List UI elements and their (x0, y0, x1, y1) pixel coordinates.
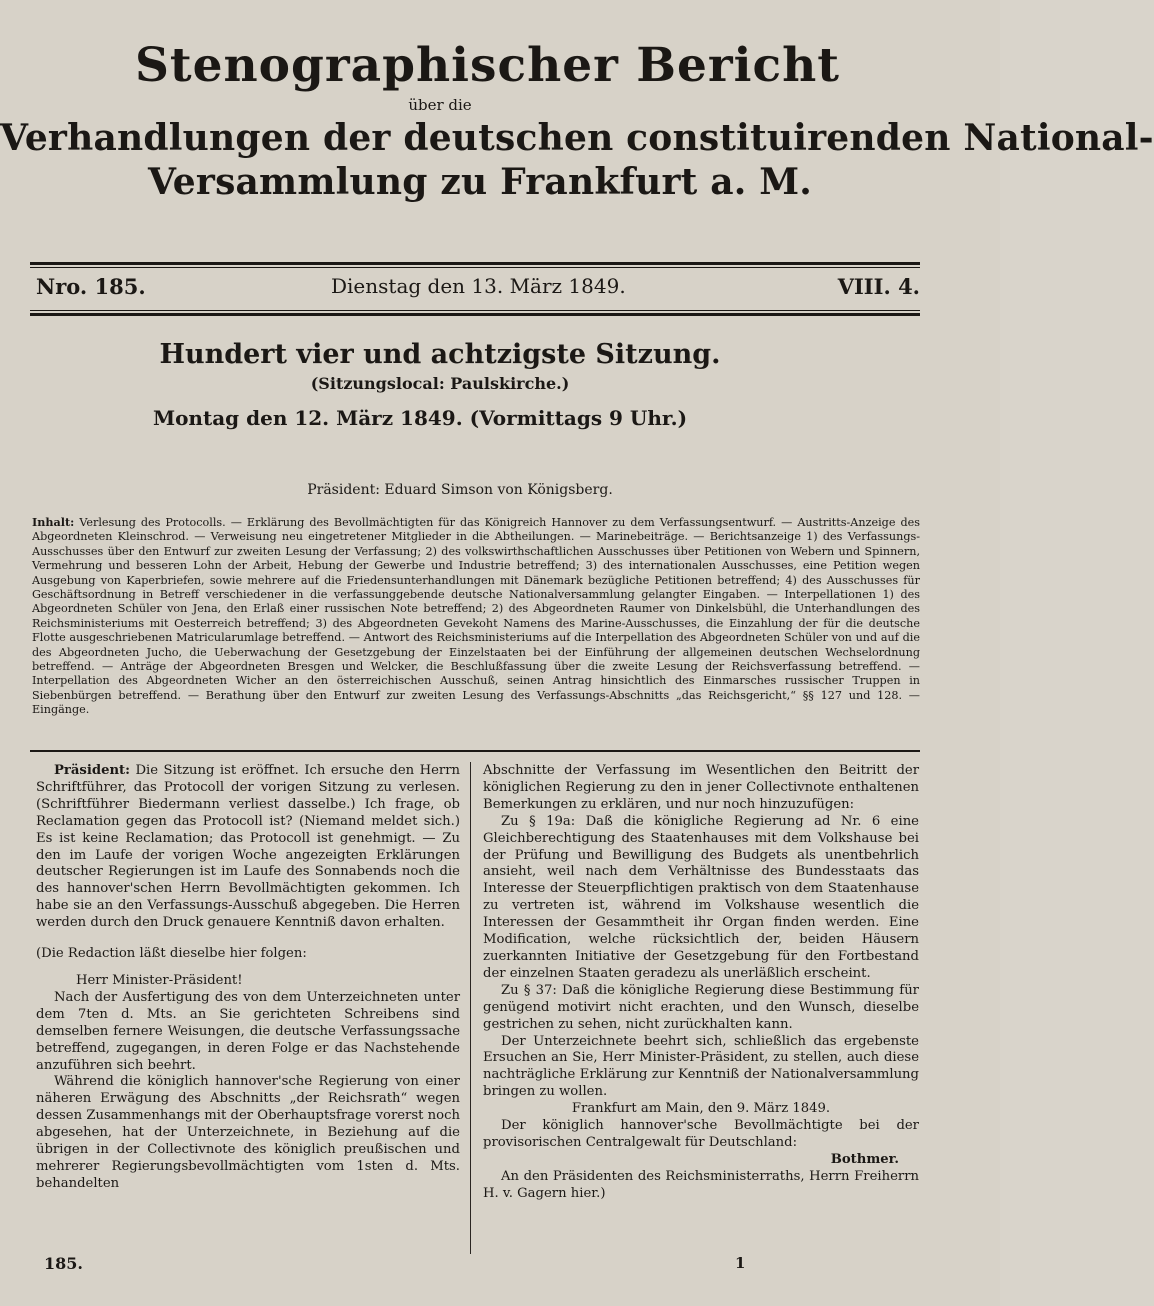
president-line: Präsident: Eduard Simson von Königsberg. (307, 482, 613, 498)
left-p1-text: Die Sitzung ist eröffnet. Ich ersuche den Herrn Schriftführer, das Protocoll der vorigen Sitzung zu verlesen. (Schriftführer Biedermann verliest dasselbe.) Ich frage, ob Reclamation gegen das Protocoll ist? (Niemand meldet sich.) Es ist keine Reclamation; das Protocoll ist genehmigt. — Zu den im Laufe der vorigen Woche angezeigten Erklärungen deutscher Regierungen ist im Laufe des Sonnabends noch die des hannover'schen Herrn Bevollmächtigten gekommen. Ich habe sie an den Verfassungs-Ausschuß abgegeben. Die Herren werden durch den Druck genauere Kenntniß davon erhalten. (36, 763, 460, 931)
left-paragraph-5: Während die königlich hannover'sche Regierung von einer näheren Erwägung des Abschnitts „der Reichsrath“ wegen dessen Zusammenhangs mit der Oberhauptsfrage vorerst noch abgesehen, hat der Unterzeichnete, in Beziehung auf die übrigen in der Collectivnote des königlich preußischen und mehrerer Regierungsbevollmächtigten vom 1sten d. Mts. behandelten (36, 1074, 460, 1191)
left-paragraph-3: Herr Minister-Präsident! (76, 972, 243, 988)
left-paragraph-4: Nach der Ausfertigung des von dem Unterzeichneten unter dem 7ten d. Mts. an Sie gerichteten Schreibens sind demselben fernere Weisungen, die deutsche Verfassungssache betreffend, zugegangen, in deren Folge er das Nachstehende anzuführen sich beehrt. (36, 989, 460, 1073)
contents-text: Verlesung des Protocolls. — Erklärung des Bevollmächtigten für das Königreich Hannover zu dem Verfassungsentwurf. — Austritts-Anzeige des Abgeordneten Kleinschrod. — Verweisung neu eingetretener Mitglieder in die Abtheilungen. — Marinebeiträge. — Berichtsanzeige 1) des Verfassungs-Ausschusses über den Entwurf zur zweiten Lesung der Verfassung; 2) des volkswirthschaftlichen Ausschusses über Petitionen von Webern und Spinnern, Vermehrung und besseren Lohn der Arbeit, Hebung der Gewerbe und Industrie betreffend; 3) des internationalen Ausschusses, eine Petition wegen Ausgebung von Kaperbriefen, sowie mehrere auf die Friedensunterhandlungen mit Dänemark bezügliche Petitionen betreffend; 4) des Ausschusses für Geschäftsordnung in Betreff verschiedener in die verfassunggebende deutsche Nationalversammlung gelangter Eingaben. — Interpellationen 1) des Abgeordneten Schüler von Jena, den Erlaß einer russischen Note betreffend; 2) des Abgeordneten Raumer von Dinkelsbühl, die Unterhandlungen des Reichsministeriums mit Oesterreich betreffend; 3) des Abgeordneten Gevekoht Namens des Marine-Ausschusses, die Einzahlung der für die deutsche Flotte ausgeschriebenen Matricularumlage betreffend. — Antwort des Reichsministeriums auf die Interpellation des Abgeordneten Schüler von und auf die des Abgeordneten Jucho, die Ueberwachung der Gesetzgebung der Einzelstaaten bei der Einführung der allgemeinen deutschen Wechselordnung betreffend. — Anträge der Abgeordneten Bresgen und Welcker, die Beschlußfassung über die zweite Lesung der Reichsverfassung betreffend. — Interpellation des Abgeordneten Wicher an den österreichischen Ausschuß, seinen Antrag hinsichtlich des Einmarsches russischer Truppen in Siebenbürgen betreffend. — Berathung über den Entwurf zur zweiten Lesung des Verfassungs-Abschnitts „das Reichsgericht,“ §§ 127 und 128. — Eingänge. (32, 516, 920, 717)
speaker-label: Präsident: (54, 763, 131, 778)
left-column (36, 763, 460, 1193)
contents-summary (32, 515, 920, 718)
masthead-subtitle-line2: Versammlung zu Frankfurt a. M. (147, 161, 813, 203)
issue-rule-thick (30, 313, 920, 316)
right-paragraph-3: Zu § 37: Daß die königliche Regierung diese Bestimmung für genügend motivirt nicht erachten, und den Wunsch, dieselbe gestrichen zu sehen, nicht zurückhalten kann. (483, 982, 919, 1032)
issue-number: Nro. 185. (36, 274, 146, 299)
masthead (0, 38, 1154, 204)
top-double-rule-thick (30, 262, 920, 265)
right-paragraph-2: Zu § 19a: Daß die königliche Regierung ad Nr. 6 eine Gleichberechtigung des Staatenhauses mit dem Volkshause bei der Prüfung und Bewilligung des Budgets als unentbehrlich ansieht, weil nach dem Verhältnisse des Bundesstaats das Interesse der Steuerpflichtigen praktisch von dem Staatenhause zu vertreten ist, während im Volkshause wesentlich die Interessen der Gesammtheit ihr Organ finden werden. Eine Modification, welche rücksichtlich der, beiden Häusern zuerkannten Initiative der Gesetzgebung für den Fortbestand der einzelnen Staaten geradezu als unerläßlich erscheint. (483, 813, 919, 981)
masthead-title: Stenographischer Bericht (134, 38, 841, 93)
issue-rule-thin (30, 310, 920, 311)
right-paragraph-4: Der Unterzeichnete beehrt sich, schließlich das ergebenste Ersuchen an Sie, Herr Minister-Präsident, zu stellen, auch diese nachträgliche Erklärung zur Kenntniß der Nationalversammlung bringen zu wollen. (483, 1033, 919, 1100)
right-paragraph-5: Frankfurt am Main, den 9. März 1849. (571, 1101, 831, 1117)
right-column (483, 763, 919, 1203)
footer-issue-number: 185. (44, 1254, 83, 1273)
masthead-ueber: über die (408, 96, 472, 114)
right-paragraph-1: Abschnitte der Verfassung im Wesentlichen den Beitritt der königlichen Regierung zu den in jener Collectivnote enthaltenen Bemerkungen zu erklären, und nur noch hinzuzufügen: (483, 763, 919, 812)
issue-date: Dienstag den 13. März 1849. (331, 274, 626, 298)
sitting-location: (Sitzungslocal: Paulskirche.) (310, 374, 570, 393)
sitting-date: Montag den 12. März 1849. (Vormittags 9 Uhr.) (152, 406, 688, 430)
right-paragraph-8: An den Präsidenten des Reichsministerraths, Herrn Freiherrn H. v. Gagern hier.) (483, 1168, 919, 1201)
masthead-subtitle-line1: Verhandlungen der deutschen constituirenden National- (0, 117, 1154, 159)
right-paragraph-6: Der königlich hannover'sche Bevollmächtigte bei der provisorischen Centralgewalt für Deutschland: (483, 1118, 919, 1150)
issue-volume: VIII. 4. (837, 274, 920, 299)
issue-row (36, 274, 920, 304)
sitting-title: Hundert vier und achtzigste Sitzung. (159, 339, 721, 370)
column-divider (470, 762, 471, 1254)
footer-page-number: 1 (735, 1254, 746, 1272)
contents-rule (30, 750, 920, 752)
right-paragraph-7: Bothmer. (830, 1151, 899, 1167)
top-double-rule-thin (30, 267, 920, 268)
contents-label: Inhalt: (32, 515, 75, 529)
left-paragraph-2: (Die Redaction läßt dieselbe hier folgen: (36, 946, 307, 962)
left-paragraph-1 (36, 763, 460, 932)
